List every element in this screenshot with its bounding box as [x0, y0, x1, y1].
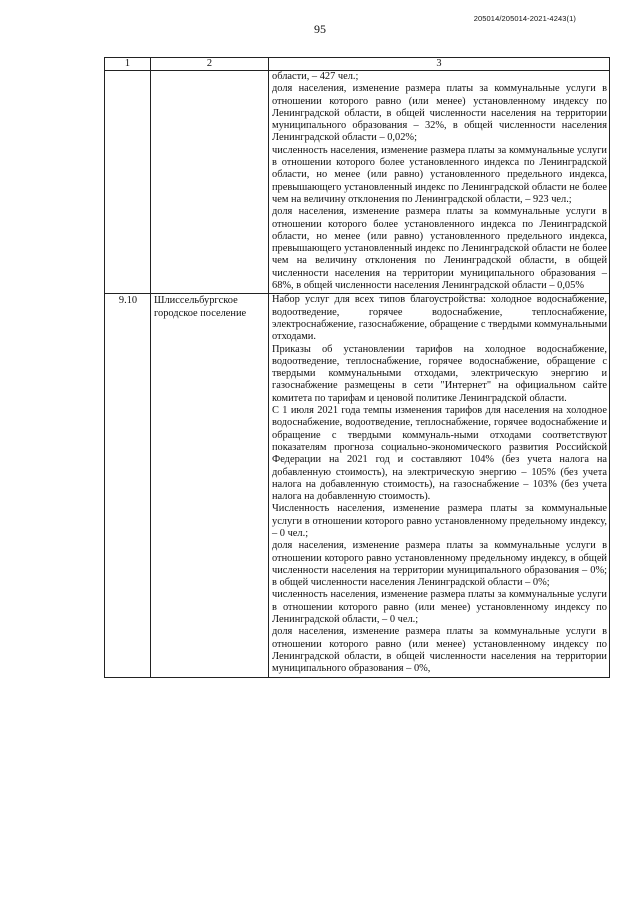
document-code: 205014/205014-2021-4243(1) — [473, 14, 576, 23]
row-number-cell — [105, 71, 151, 294]
column-header-3: 3 — [269, 58, 610, 71]
paragraph: области, – 427 чел.; — [272, 71, 359, 82]
settlement-name-cell — [151, 71, 269, 294]
table-row — [105, 71, 610, 294]
description-cell — [269, 71, 610, 294]
paragraph: доля населения, изменение размера платы за коммунальные услуги в отношении которого равно установленному предельному индексу, в общей численности населения на территории муниципального образования – 0%; в общей численности населения Ленинградской области – 0%; — [272, 540, 607, 589]
paragraph: Набор услуг для всех типов благоустройства: холодное водоснабжение, водоотведение, горячее водоснабжение, теплоснабжение, электроснабжение, газоснабжение, обращение с твердыми коммунальными отходами. — [272, 294, 607, 343]
data-table — [104, 57, 610, 678]
table-row — [105, 294, 610, 677]
paragraph: С 1 июля 2021 года темпы изменения тарифов для населения на холодное водоснабжение, водоотведение, теплоснабжение, горячее водоснабжение и обращение с твердыми коммуналь-ными отходами соответствуют показателям прогноза социально-экономического развития Российской Федерации на 2021 год и составляют 104% (без учета налога на добавленную стоимость), на электрическую энергию – 105% (без учета налога на добавленную стоимость), на газоснабжение – 103% (без учета налога на добавленную стоимость). — [272, 405, 607, 503]
paragraph: доля населения, изменение размера платы за коммунальные услуги в отношении которого равно (или менее) установленному индексу по Ленинградской области, в общей численности населения на территории муниципального образования – 32%, в общей численности населения Ленинградской области – 0,02%; — [272, 83, 607, 144]
paragraph: численность населения, изменение размера платы за коммунальные услуги в отношении которого более установленного индекса по Ленинградской области, но менее (или равно) установленного предельного индекса, превышающего установленный индекс по Ленинградской области не более чем на величину отклонения по Ленинградской области, – 923 чел.; — [272, 144, 607, 205]
paragraph: Численность населения, изменение размера платы за коммунальные услуги в отношении которого равно установленному предельному индексу, – 0 чел.; — [272, 503, 607, 539]
page-number: 95 — [314, 22, 326, 36]
column-header-1: 1 — [105, 58, 151, 71]
paragraph: доля населения, изменение размера платы за коммунальные услуги в отношении которого более установленного индекса по Ленинградской области, но менее (или равно) установленного предельного индекса, превышающего установленный индекс по Ленинградской области не более чем на величину отклонения по Ленинградской области, в общей численности населения на территории муниципального образования – 68%, в общей численности населения Ленинградской области – 0,05% — [272, 206, 607, 292]
table-header-row — [105, 58, 610, 71]
paragraph: Приказы об установлении тарифов на холодное водоснабжение, водоотведение, теплоснабжение, горячее водоснабжение, обращение с твердыми коммунальными отходами, электрическую энергию и газоснабжение размещены в сети "Интернет" на официальном сайте комитета по тарифам и ценовой политике Ленинградской области. — [272, 343, 607, 404]
paragraph: численность населения, изменение размера платы за коммунальные услуги в отношении которого равно (или менее) установленному индексу по Ленинградской области, – 0 чел.; — [272, 589, 607, 626]
description-cell — [269, 294, 610, 677]
column-header-2: 2 — [151, 58, 269, 71]
paragraph: доля населения, изменение размера платы за коммунальные услуги в отношении которого равно (или менее) установленному индексу по Ленинградской области, в общей численности населения на территории муниципального образования – 0%, — [272, 626, 607, 675]
settlement-name-cell: Шлиссельбургское городское поселение — [151, 294, 269, 677]
row-number-cell: 9.10 — [105, 294, 151, 677]
